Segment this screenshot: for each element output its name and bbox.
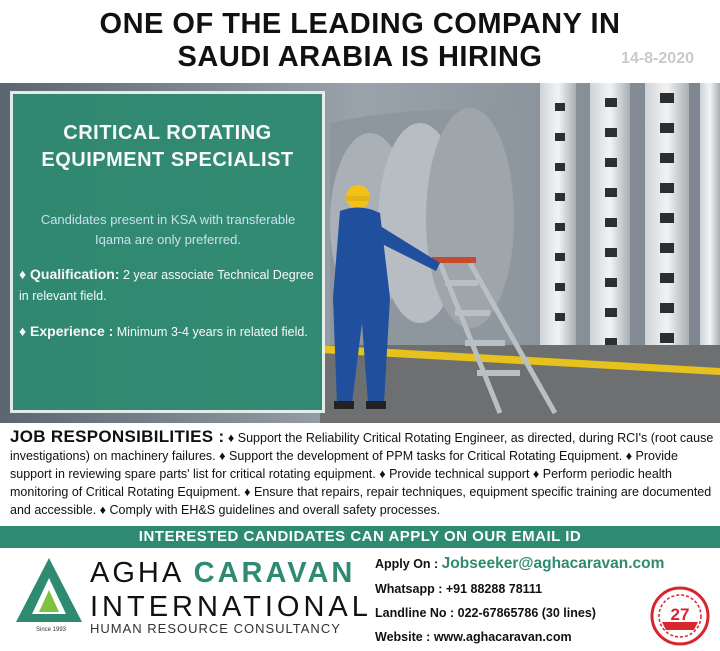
job-title: [13, 120, 322, 174]
experience-text: Minimum 3-4 years in related field.: [113, 325, 308, 339]
job-title-line-2: EQUIPMENT SPECIALIST: [41, 149, 294, 171]
landline: [375, 604, 596, 622]
qualification: [19, 264, 319, 307]
candidate-note: Candidates present in KSA with transferable Iqama are only preferred.: [40, 212, 296, 247]
post-date: 14-8-2020: [621, 50, 694, 67]
headline-line-1: ONE OF THE LEADING COMPANY IN: [99, 8, 621, 40]
headline-line-2: SAUDI ARABIA IS HIRING: [177, 41, 543, 73]
job-summary-panel: [10, 91, 325, 413]
whatsapp-number[interactable]: +91 88288 78111: [445, 582, 543, 596]
brand-name-line-1: [90, 556, 355, 590]
landline-label: Landline No :: [375, 606, 458, 620]
anniversary-badge-icon: [650, 586, 710, 646]
website: [375, 628, 572, 646]
website-label: Website :: [375, 630, 434, 644]
apply-email: [375, 555, 664, 573]
badge-number: 27: [670, 605, 690, 624]
since-label: Since 1993: [36, 627, 67, 633]
experience: [19, 321, 319, 343]
brand-name-line-2: INTERNATIONAL: [90, 591, 372, 623]
qualification-text: 2 year associate Technical Degree in relevant field.: [19, 268, 314, 303]
email-link[interactable]: Jobseeker@aghacaravan.com: [441, 555, 665, 572]
experience-label: ♦ Experience :: [19, 323, 114, 339]
job-title-line-1: CRITICAL ROTATING: [63, 122, 272, 144]
apply-label: Apply On :: [375, 557, 442, 571]
headline: [0, 8, 720, 74]
website-link[interactable]: www.aghacaravan.com: [433, 630, 572, 644]
qualification-label: ♦ Qualification:: [19, 266, 120, 282]
landline-number[interactable]: 022-67865786 (30 lines): [457, 606, 596, 620]
job-responsibilities: [10, 428, 715, 519]
whatsapp-label: Whatsapp :: [375, 582, 446, 596]
responsibilities-text: ♦ Support the Reliability Critical Rotating Engineer, as directed, during RCI's (root cause investigations) on machinery failures. ♦ Support the development of PPM tasks for Critical Rotating Equipment. ♦ Provide support in reviewing spare parts' list for critical rotating equipment. ♦ Provide technical support ♦ Perform periodic health monitoring of Critical Rotating Equipment. ♦ Ensure that repairs, repair techniques, equipment specific training are documented and accessible. ♦ Comply with EH&S guidelines and overall safety processes.: [10, 431, 714, 517]
apply-banner: INTERESTED CANDIDATES CAN APPLY ON OUR EMAIL ID: [0, 526, 720, 548]
agha-caravan-logo-icon: [14, 556, 84, 626]
brand-tagline: HUMAN RESOURCE CONSULTANCY: [90, 621, 341, 636]
brand-caravan: CARAVAN: [193, 557, 356, 589]
responsibilities-label: JOB RESPONSIBILITIES :: [10, 427, 225, 446]
whatsapp: [375, 580, 542, 598]
brand-agha: AGHA: [90, 557, 194, 589]
